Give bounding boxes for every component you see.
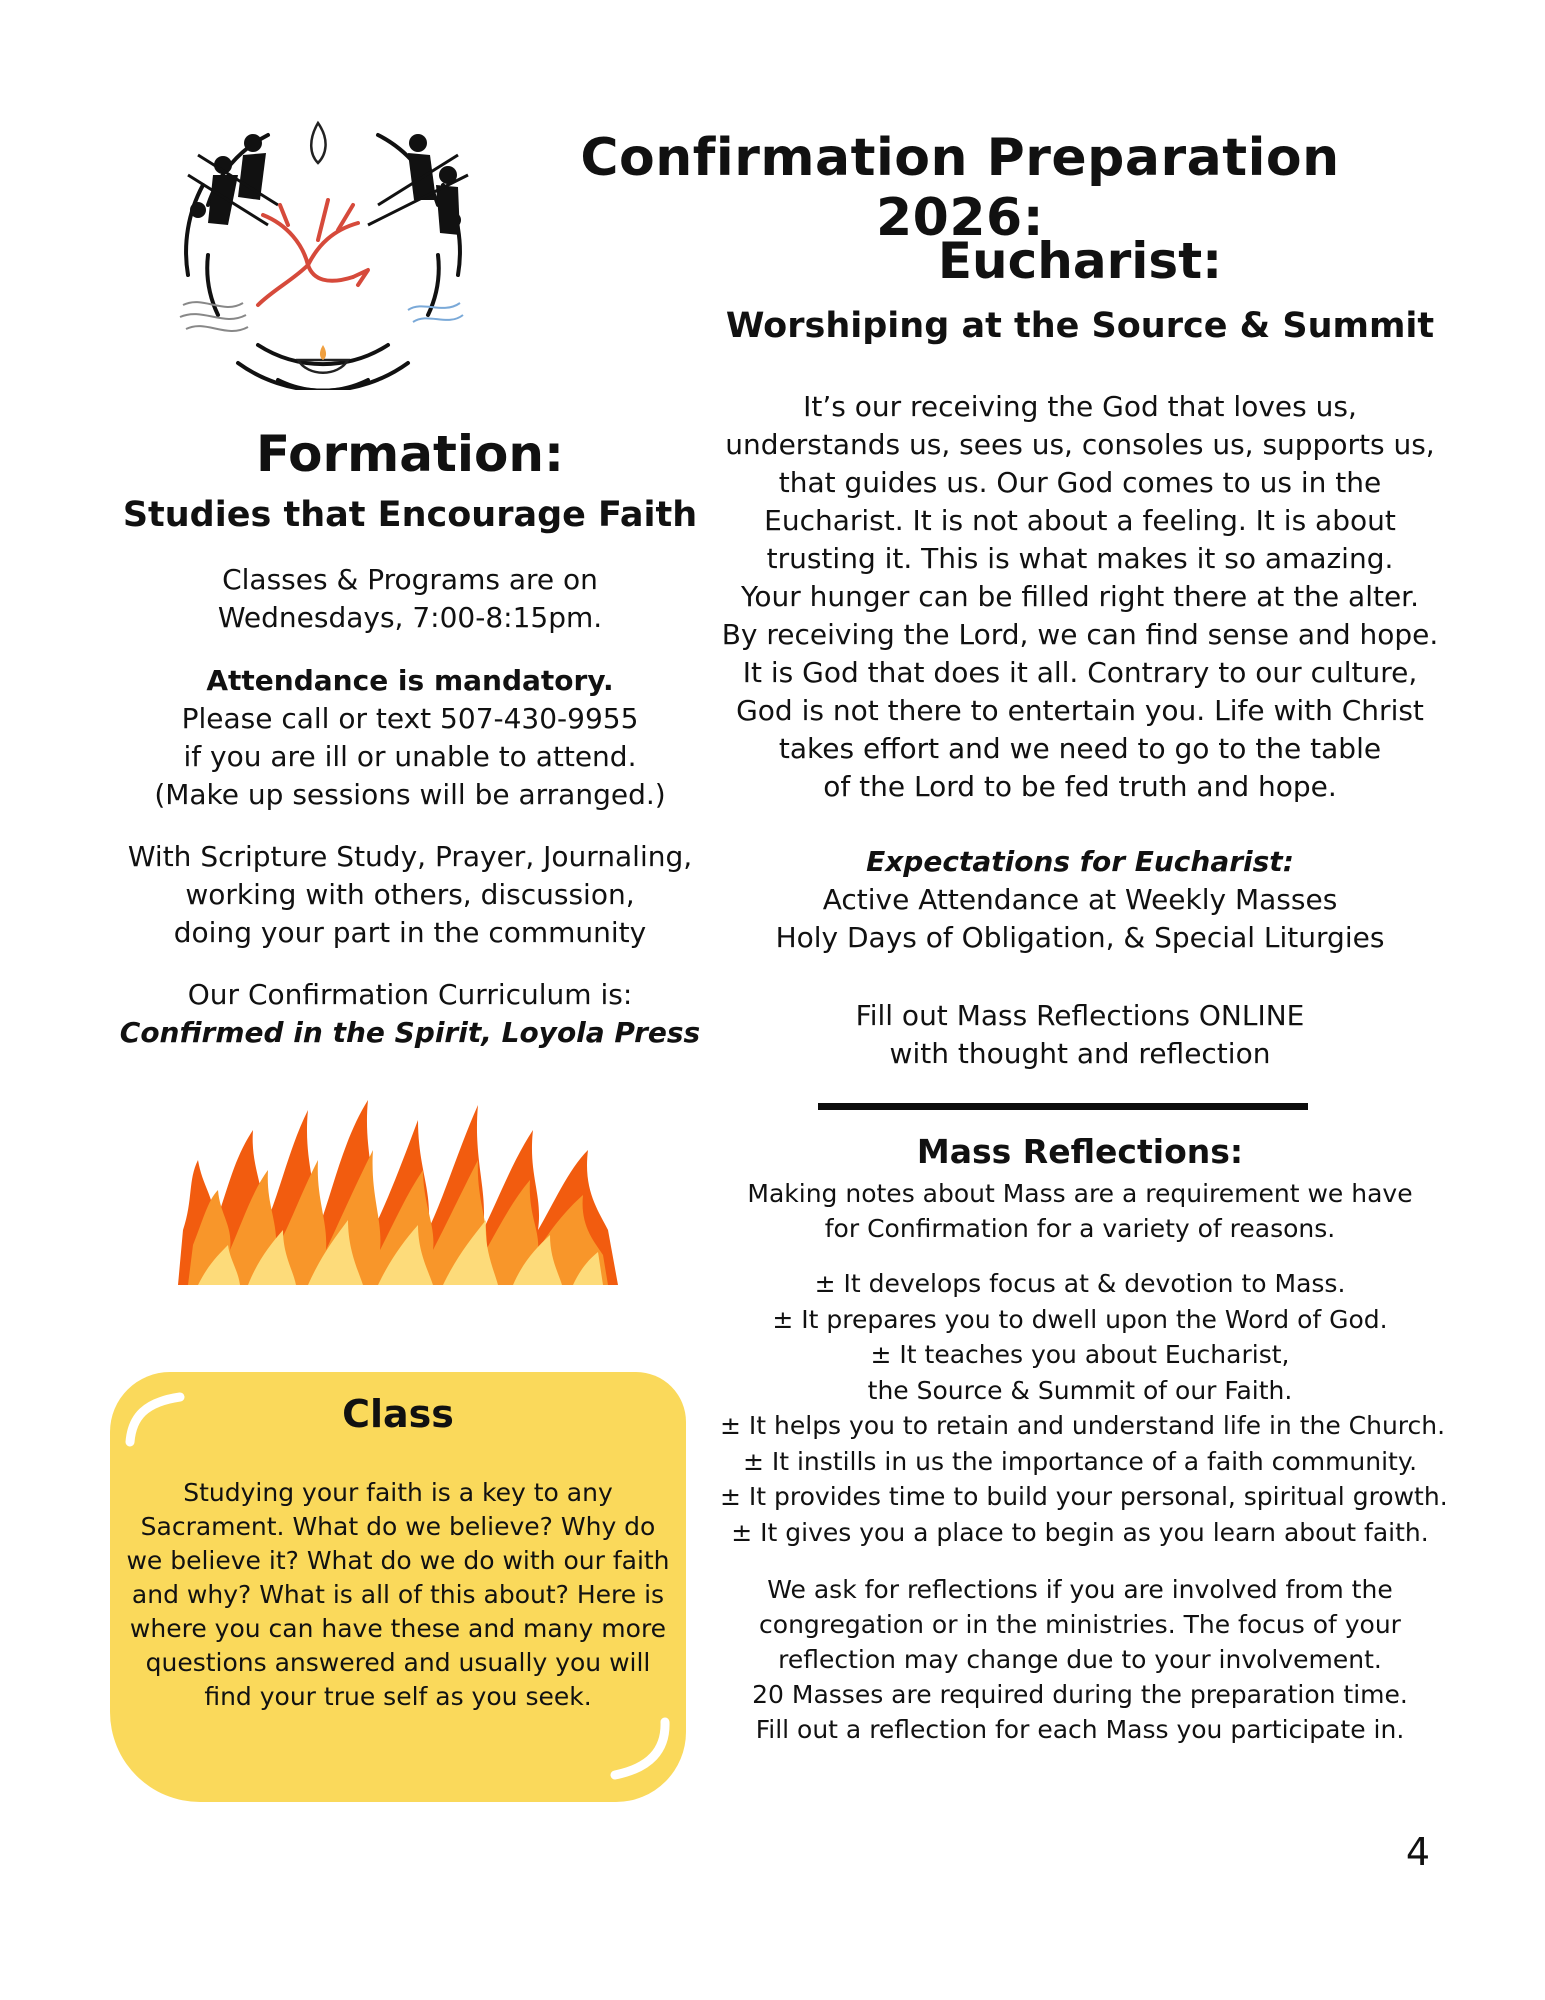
list-item: ± It helps you to retain and understand life in the Church. <box>720 1411 1446 1440</box>
schedule-line: Classes & Programs are on <box>222 563 598 596</box>
activities-line: With Scripture Study, Prayer, Journaling, <box>127 840 693 873</box>
curriculum-text <box>100 976 720 1052</box>
schedule-line: Wednesdays, 7:00-8:15pm. <box>217 601 603 634</box>
class-line: where you can have these and many more <box>129 1614 667 1643</box>
eucharist-line: By receiving the Lord, we can find sense and hope. <box>721 618 1439 651</box>
eucharist-line: of the Lord to be fed truth and hope. <box>823 770 1337 803</box>
flames-icon <box>178 1080 618 1285</box>
activities-text <box>100 838 720 952</box>
eucharist-line: Your hunger can be filled right there at the alter. <box>740 580 1420 613</box>
page-title: Confirmation Preparation 2026: <box>580 128 1340 248</box>
activities-line: doing your part in the community <box>173 916 647 949</box>
expectation-item: Active Attendance at Weekly Masses <box>822 883 1338 916</box>
class-line: questions answered and usually you will <box>145 1648 651 1677</box>
mass-reflections-title: Mass Reflections: <box>916 1132 1244 1171</box>
class-line: Sacrament. What do we believe? Why do <box>140 1512 656 1541</box>
eucharist-line: God is not there to entertain you. Life with Christ <box>736 694 1424 727</box>
eucharist-line: It’s our receiving the God that loves us, <box>803 390 1357 423</box>
class-line: we believe it? What do we do with our faith <box>126 1546 670 1575</box>
closing-line: reflection may change due to your involvement. <box>778 1645 1382 1674</box>
eucharist-line: understands us, sees us, consoles us, supports us, <box>725 428 1435 461</box>
eucharist-paragraph <box>720 388 1440 806</box>
fill-out-line: with thought and reflection <box>889 1037 1271 1070</box>
expectations-section <box>720 843 1440 957</box>
class-title: Class <box>342 1392 454 1436</box>
confirmation-logo-icon <box>168 105 478 390</box>
intro-line: for Confirmation for a variety of reasons. <box>824 1214 1336 1243</box>
eucharist-line: takes effort and we need to go to the table <box>778 732 1382 765</box>
class-line: Studying your faith is a key to any <box>183 1478 613 1507</box>
mass-reflections-intro <box>720 1176 1440 1246</box>
fill-out-line: Fill out Mass Reflections ONLINE <box>855 999 1305 1032</box>
attendance-heading: Attendance is mandatory. <box>206 664 614 697</box>
list-item: ± It develops focus at & devotion to Mass. <box>814 1269 1346 1298</box>
expectations-heading: Expectations for Eucharist: <box>866 845 1294 878</box>
attendance-line: if you are ill or unable to attend. <box>183 740 637 773</box>
class-line: find your true self as you seek. <box>204 1682 592 1711</box>
page-number: 4 <box>1405 1830 1430 1874</box>
expectation-item: Holy Days of Obligation, & Special Liturgies <box>775 921 1385 954</box>
list-item: ± It prepares you to dwell upon the Word of God. <box>772 1304 1388 1334</box>
schedule-text <box>100 561 720 637</box>
closing-line: We ask for reflections if you are involved from the <box>767 1575 1393 1604</box>
class-line: and why? What is all of this about? Here is <box>131 1580 665 1609</box>
list-item: ± It gives you a place to begin as you learn about faith. <box>731 1517 1429 1547</box>
attendance-line: Please call or text 507-430-9955 <box>181 702 639 735</box>
curriculum-title: Confirmed in the Spirit, Loyola Press <box>119 1016 701 1049</box>
eucharist-line: that guides us. Our God comes to us in the <box>778 466 1382 499</box>
closing-line: Fill out a reflection for each Mass you participate in. <box>755 1715 1405 1744</box>
formation-title: Formation: <box>256 425 564 483</box>
list-item: ± It teaches you about Eucharist, <box>870 1340 1290 1369</box>
list-item: ± It instills in us the importance of a faith community. <box>742 1446 1418 1476</box>
eucharist-subtitle: Worshiping at the Source & Summit <box>725 306 1435 346</box>
eucharist-title: Eucharist: <box>937 232 1223 290</box>
intro-line: Making notes about Mass are a requirement we have <box>747 1179 1413 1208</box>
fill-out-instructions <box>720 997 1440 1073</box>
section-divider <box>818 1103 1308 1110</box>
eucharist-line: trusting it. This is what makes it so amazing. <box>766 542 1394 575</box>
attendance-text <box>100 662 720 814</box>
curriculum-label: Our Confirmation Curriculum is: <box>187 978 633 1011</box>
eucharist-line: Eucharist. It is not about a feeling. It is about <box>764 504 1396 537</box>
highlight-stroke-icon <box>600 1710 680 1790</box>
activities-line: working with others, discussion, <box>185 878 635 911</box>
closing-line: congregation or in the ministries. The focus of your <box>759 1610 1401 1639</box>
formation-subtitle: Studies that Encourage Faith <box>122 495 698 535</box>
mass-reflections-list <box>720 1266 1448 1550</box>
class-description <box>110 1476 686 1714</box>
mass-reflections-closing <box>720 1572 1440 1747</box>
closing-line: 20 Masses are required during the preparation time. <box>752 1680 1408 1709</box>
list-item: ± It provides time to build your personal, spiritual growth. <box>720 1482 1448 1511</box>
list-item: the Source & Summit of our Faith. <box>867 1375 1293 1405</box>
eucharist-line: It is God that does it all. Contrary to our culture, <box>742 656 1418 689</box>
attendance-line: (Make up sessions will be arranged.) <box>154 778 666 811</box>
